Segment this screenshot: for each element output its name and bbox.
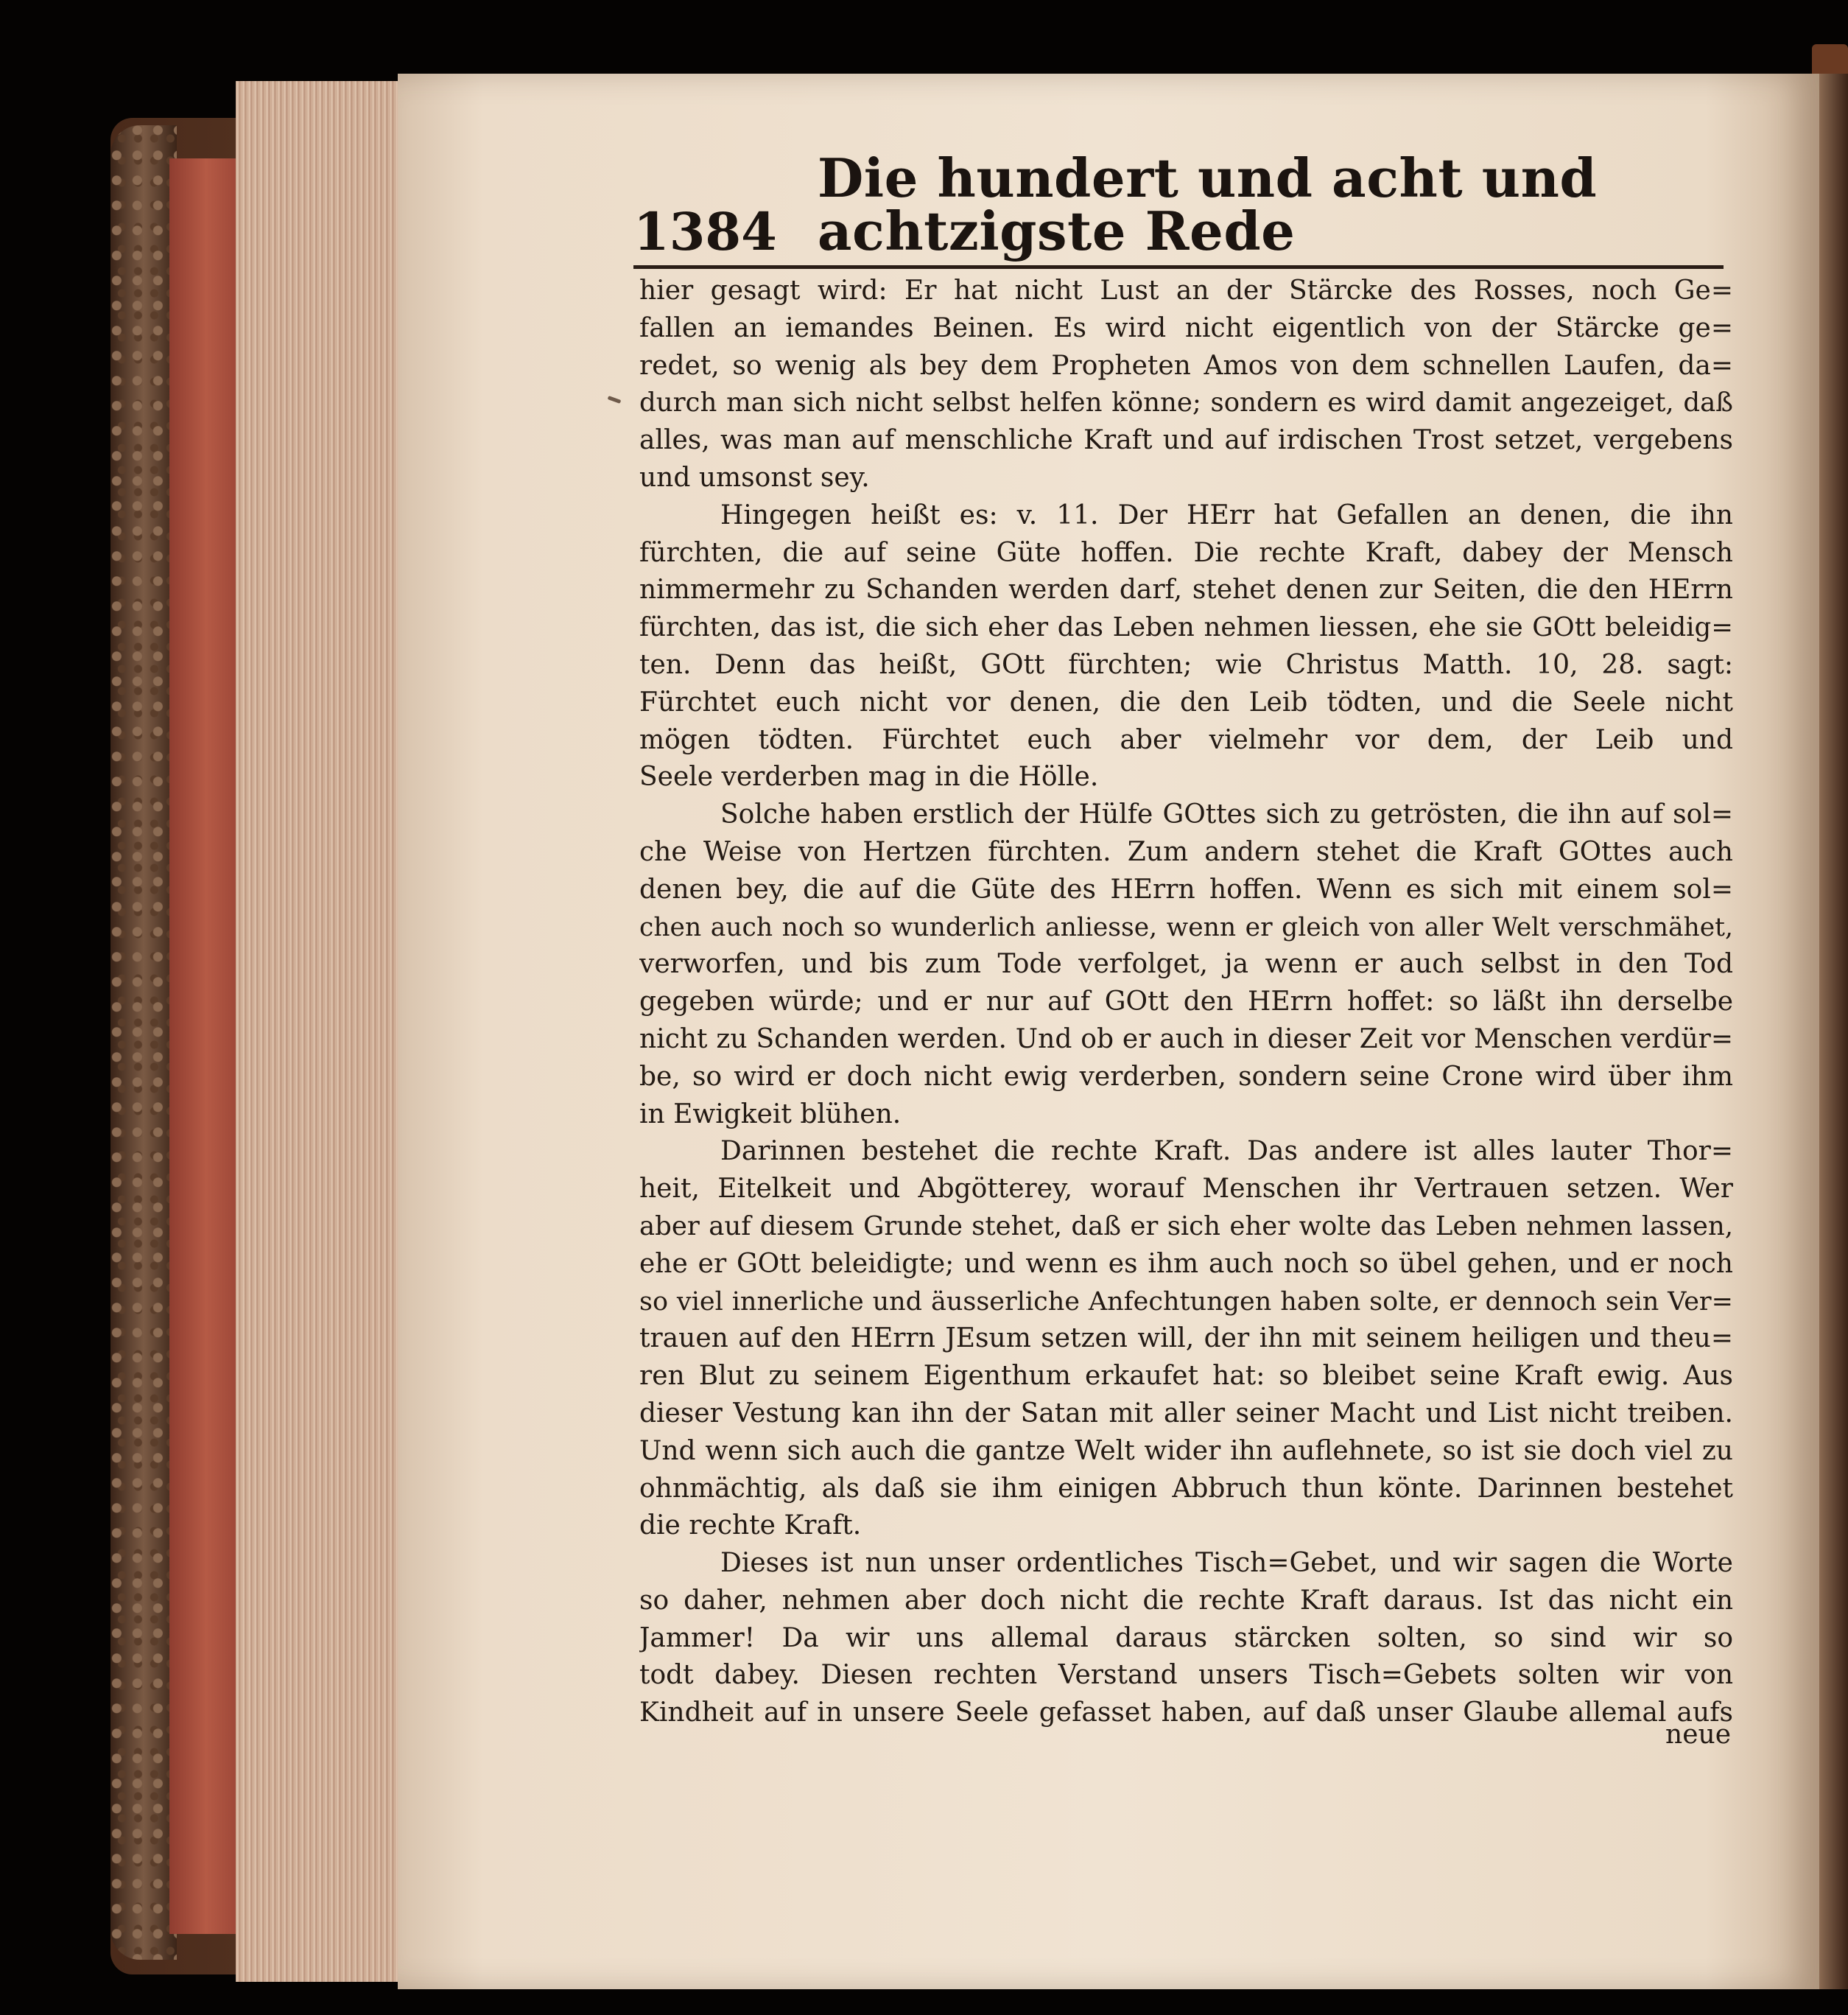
text-line: fallen an iemandes Beinen. Es wird nicht eigentlich von der Stärcke ge=	[639, 312, 1733, 343]
text-line: Hingegen heißt es: v. 11. Der HErr hat Gefallen an denen, die ihn	[720, 500, 1733, 530]
text-line: denen bey, die auf die Güte des HErrn hoffen. Wenn es sich mit einem sol=	[639, 874, 1733, 905]
page-stack	[236, 81, 412, 1982]
text-line: Darinnen bestehet die rechte Kraft. Das andere ist alles lauter Thor=	[720, 1136, 1733, 1167]
paragraph-5	[639, 1545, 1733, 1732]
text-line: redet, so wenig als bey dem Propheten Amos von dem schnellen Laufen, da=	[639, 350, 1733, 381]
text-line: mögen tödten. Fürchtet euch aber vielmehr vor dem, der Leib und	[639, 724, 1733, 755]
page-header	[633, 147, 1724, 262]
text-line: Dieses ist nun unser ordentliches Tisch=Gebet, und wir sagen die Worte	[720, 1548, 1733, 1579]
text-line: die rechte Kraft.	[639, 1510, 862, 1541]
text-line: fürchten, das ist, die sich eher das Leben nehmen liessen, ehe sie GOtt beleidig=	[639, 612, 1733, 643]
text-line: verworfen, und bis zum Tode verfolget, ja wenn er auch selbst in den Tod	[639, 949, 1733, 980]
text-line: chen auch noch so wunderlich anliesse, wenn er gleich von aller Welt verschmähet,	[639, 912, 1733, 942]
paragraph-3	[639, 796, 1733, 1133]
paragraph-2	[639, 497, 1733, 796]
red-page-edge	[169, 158, 243, 1934]
catchword: neue	[1665, 1720, 1731, 1750]
text-line: nicht zu Schanden werden. Und ob er auch in dieser Zeit vor Menschen verdür=	[639, 1023, 1733, 1054]
header-rule	[633, 265, 1724, 269]
text-line: heit, Eitelkeit und Abgötterey, worauf Menschen ihr Vertrauen setzen. Wer	[639, 1174, 1733, 1205]
text-line: ehe er GOtt beleidigte; und wenn es ihm auch noch so übel gehen, und er noch	[639, 1248, 1733, 1279]
text-line: so viel innerliche und äusserliche Anfechtungen haben solte, er dennoch sein Ver=	[639, 1286, 1733, 1317]
body-text	[639, 273, 1733, 1753]
text-line: che Weise von Hertzen fürchten. Zum andern stehet die Kraft GOttes auch	[639, 836, 1733, 867]
text-line: in Ewigkeit blühen.	[639, 1098, 902, 1129]
text-line: trauen auf den HErrn JEsum setzen will, der ihn mit seinem heiligen und theu=	[639, 1323, 1733, 1354]
text-line: nimmermehr zu Schanden werden darf, stehet denen zur Seiten, die den HErrn	[639, 575, 1733, 606]
paragraph-4	[639, 1133, 1733, 1545]
marbled-board	[110, 125, 177, 1960]
gutter-shadow	[1819, 74, 1848, 1989]
page-number: 1384	[633, 201, 777, 262]
text-line: ren Blut zu seinem Eigenthum erkaufet hat: so bleibet seine Kraft ewig. Aus	[639, 1361, 1733, 1392]
text-line: hier gesagt wird: Er hat nicht Lust an der Stärcke des Rosses, noch Ge=	[639, 276, 1733, 306]
text-line: ten. Denn das heißt, GOtt fürchten; wie Christus Matth. 10, 28. sagt:	[639, 649, 1733, 680]
text-line: Und wenn sich auch die gantze Welt wider ihn auflehnete, so ist sie doch viel zu	[639, 1435, 1733, 1466]
paragraph-1	[639, 273, 1733, 497]
text-line: alles, was man auf menschliche Kraft und auf irdischen Trost setzet, vergebens	[639, 425, 1733, 456]
text-line: dieser Vestung kan ihn der Satan mit aller seiner Macht und List nicht treiben.	[639, 1398, 1733, 1429]
text-line: so daher, nehmen aber doch nicht die rechte Kraft daraus. Ist das nicht ein	[639, 1585, 1733, 1616]
text-line: und umsonst sey.	[639, 462, 870, 493]
text-line: Seele verderben mag in die Hölle.	[639, 762, 1099, 793]
text-line: durch man sich nicht selbst helfen könne; sondern es wird damit angezeiget, daß	[639, 388, 1733, 418]
text-line: Jammer! Da wir uns allemal daraus stärcken solten, so sind wir so	[639, 1622, 1733, 1653]
text-line: Kindheit auf in unsere Seele gefasset haben, auf daß unser Glaube allemal aufs	[639, 1697, 1733, 1728]
text-line: Solche haben erstlich der Hülfe GOttes sich zu getrösten, die ihn auf sol=	[720, 799, 1733, 830]
text-line: Fürchtet euch nicht vor denen, die den Leib tödten, und die Seele nicht	[639, 687, 1733, 718]
text-line: fürchten, die auf seine Güte hoffen. Die rechte Kraft, dabey der Mensch	[639, 537, 1733, 568]
text-line: be, so wird er doch nicht ewig verderben, sondern seine Crone wird über ihm	[639, 1061, 1733, 1092]
text-line: aber auf diesem Grunde stehet, daß er sich eher wolte das Leben nehmen lassen,	[639, 1210, 1733, 1241]
text-line: gegeben würde; und er nur auf GOtt den HErrn hoffet: so läßt ihn derselbe	[639, 987, 1733, 1017]
running-title: Die hundert und acht und achtzigste Rede	[817, 147, 1598, 262]
text-line: todt dabey. Diesen rechten Verstand unsers Tisch=Gebets solten wir von	[639, 1660, 1733, 1691]
text-line: ohnmächtig, als daß sie ihm einigen Abbruch thun könte. Darinnen bestehet	[639, 1473, 1733, 1504]
